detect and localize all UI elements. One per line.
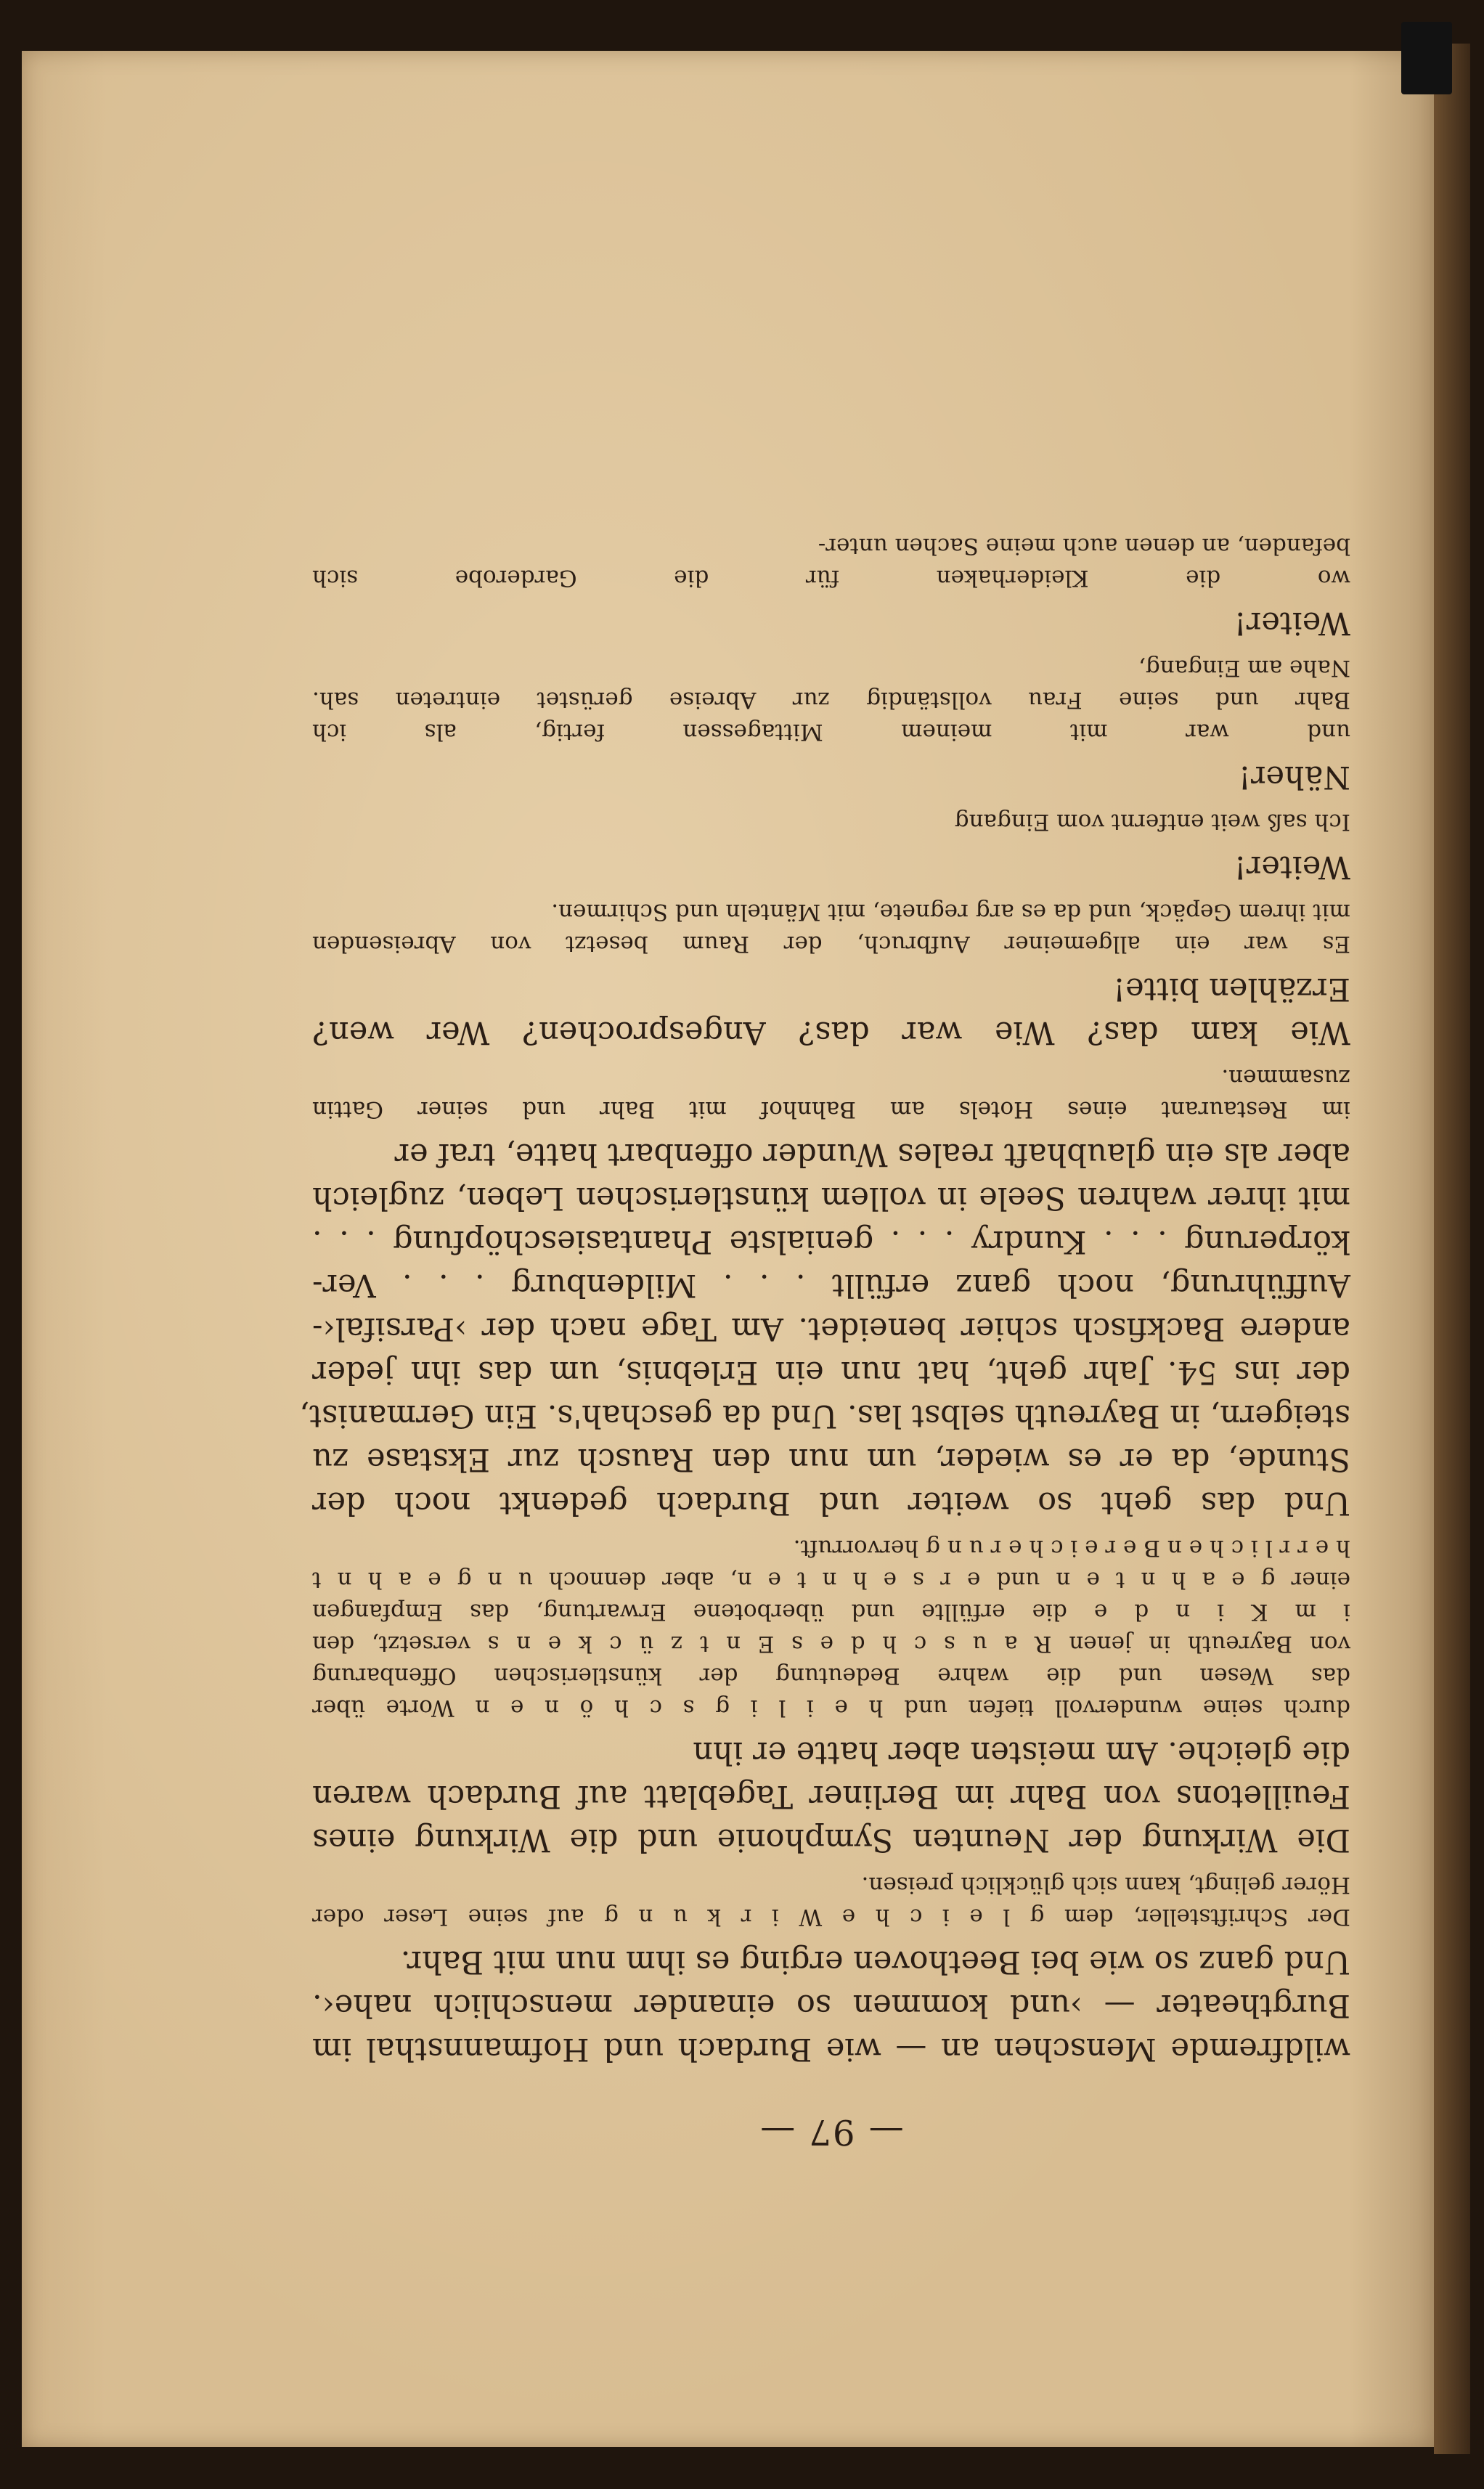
text-line: befanden, an denen auch meine Sachen unter- <box>818 533 1350 559</box>
text-paragraph <box>299 1133 1350 1525</box>
text-paragraph <box>312 755 1350 799</box>
paragraph-gap <box>312 1525 1350 1532</box>
text-line: Hörer gelingt, kann sich glücklich preisen. <box>861 1872 1350 1898</box>
text-line: körperung . . . Kundry . . . genialste Phantasieschöpfung . . . <box>312 1223 1350 1260</box>
paragraph-gap <box>312 645 1350 652</box>
page-text-block <box>299 523 1350 2152</box>
text-paragraph <box>312 601 1350 645</box>
text-line: Erzählen bitte! <box>1112 971 1350 1007</box>
paragraph-gap <box>312 960 1350 967</box>
text-line: Und ganz so wie bei Beethoven erging es ihm nun mit Bahr. <box>400 1944 1350 1980</box>
text-line: Die Wirkung der Neunten Symphonie und die Wirkung eines <box>312 1822 1350 1858</box>
text-line: Aufführung, noch ganz erfüllt . . . Mildenburg . . . Ver- <box>312 1267 1350 1303</box>
text-line: i m K i n d e die erfüllte und überbotene Erwartung, das Empfangen <box>312 1599 1350 1625</box>
text-line: im Restaurant eines Hotels am Bahnhof mit Bahr und seiner Gattin <box>312 1096 1350 1123</box>
quote-paragraph <box>312 1532 1350 1724</box>
paragraph-gap <box>312 1862 1350 1869</box>
text-line: durch seine wundervoll tiefen und h e i l i g s c h ö n e n Worte über <box>312 1695 1350 1721</box>
text-line: Burgtheater — ›und kommen so einander menschlich nahe‹. <box>312 1987 1350 2024</box>
text-line: die gleiche. Am meisten aber hatte er ihn <box>693 1735 1350 1771</box>
text-line: Bahr und seine Frau vollständig zur Abreise gerüstet eintreten sah. <box>312 687 1350 713</box>
quote-paragraph <box>312 652 1350 748</box>
quote-paragraph <box>312 896 1350 960</box>
text-line: aber als ein glaubhaft reales Wunder offenbart hatte, traf er <box>394 1136 1350 1173</box>
text-line: Weiter! <box>1234 605 1350 641</box>
paragraph-gap <box>312 889 1350 896</box>
text-line: Weiter! <box>1234 849 1350 885</box>
text-line: Nahe am Eingang, <box>1138 655 1350 681</box>
text-line: Ich saß weit entfernt vom Eingang <box>954 809 1350 835</box>
text-line: Stunde, da er es wieder, um nun den Rausch zur Ekstase zu <box>312 1441 1350 1478</box>
text-line: h e r r l i c h e n B e r e i c h e r u n g hervorruft. <box>793 1535 1350 1561</box>
binder-clip <box>1401 22 1452 94</box>
paragraph-gap <box>312 748 1350 755</box>
paragraph-gap <box>312 799 1350 806</box>
text-line: zusammen. <box>1221 1064 1350 1091</box>
paragraph-gap <box>312 1933 1350 1940</box>
quote-paragraph <box>312 1062 1350 1125</box>
text-paragraph <box>312 845 1350 889</box>
text-line: Und das geht so weiter und Burdach gedenkt noch der <box>312 1485 1350 1521</box>
text-line: wo die Kleiderhaken für die Garderobe sich <box>312 565 1350 591</box>
page-number: — 97 — <box>759 2111 904 2152</box>
quote-paragraph <box>312 806 1350 838</box>
paragraph-gap <box>312 1724 1350 1731</box>
text-line: steigern, in Bayreuth selbst las. Und da geschah's. Ein Germanist, <box>299 1398 1350 1434</box>
text-line: andere Backfisch schier beneidet. Am Tage nach der ›Parsifal‹- <box>312 1311 1350 1347</box>
text-paragraph <box>312 1940 1350 2071</box>
quote-paragraph <box>312 530 1350 594</box>
text-line: wildfremde Menschen an — wie Burdach und Hofmannsthal im <box>312 2031 1350 2067</box>
text-paragraph <box>312 967 1350 1054</box>
paragraph-gap <box>312 594 1350 601</box>
quote-paragraph <box>312 1869 1350 1933</box>
paragraph-gap <box>312 1125 1350 1133</box>
text-line: mit ihrer wahren Seele in vollem künstlerischen Leben, zugleich <box>312 1180 1350 1216</box>
text-line: Der Schriftsteller, dem g l e i c h e W i r k u n g auf seine Leser oder <box>312 1904 1350 1930</box>
text-line: Feuilletons von Bahr im Berliner Tageblatt auf Burdach waren <box>312 1778 1350 1814</box>
text-line: von Bayreuth in jenen R a u s c h d e s E n t z ü c k e n s versetzt, den <box>312 1631 1350 1657</box>
paragraph-gap <box>312 523 1350 530</box>
text-line: das Wesen und die wahre Bedeutung der künstlerischen Offenbarung <box>312 1663 1350 1689</box>
text-line: einer g e a h n t e n und e r s e h n t e n, aber dennoch u n g e a h n t <box>312 1567 1350 1593</box>
book-spine <box>1434 44 1470 2454</box>
text-line: mit ihrem Gepäck, und da es arg regnete, mit Mänteln und Schirmen. <box>551 899 1350 925</box>
text-paragraph <box>312 1731 1350 1862</box>
text-line: Es war ein allgemeiner Aufbruch, der Raum besetzt von Abreisenden <box>312 931 1350 957</box>
text-line: Wie kam das? Wie war das? Angesprochen? Wer wen? <box>312 1014 1350 1051</box>
text-line: und war mit meinem Mittagessen fertig, als ich <box>312 719 1350 745</box>
paragraph-gap <box>312 1054 1350 1062</box>
text-line: der ins 54. Jahr geht, hat nun ein Erlebnis, um das ihn jeder <box>312 1354 1350 1390</box>
paragraphs <box>299 523 1350 2071</box>
paragraph-gap <box>312 838 1350 845</box>
text-line: Näher! <box>1238 759 1350 795</box>
